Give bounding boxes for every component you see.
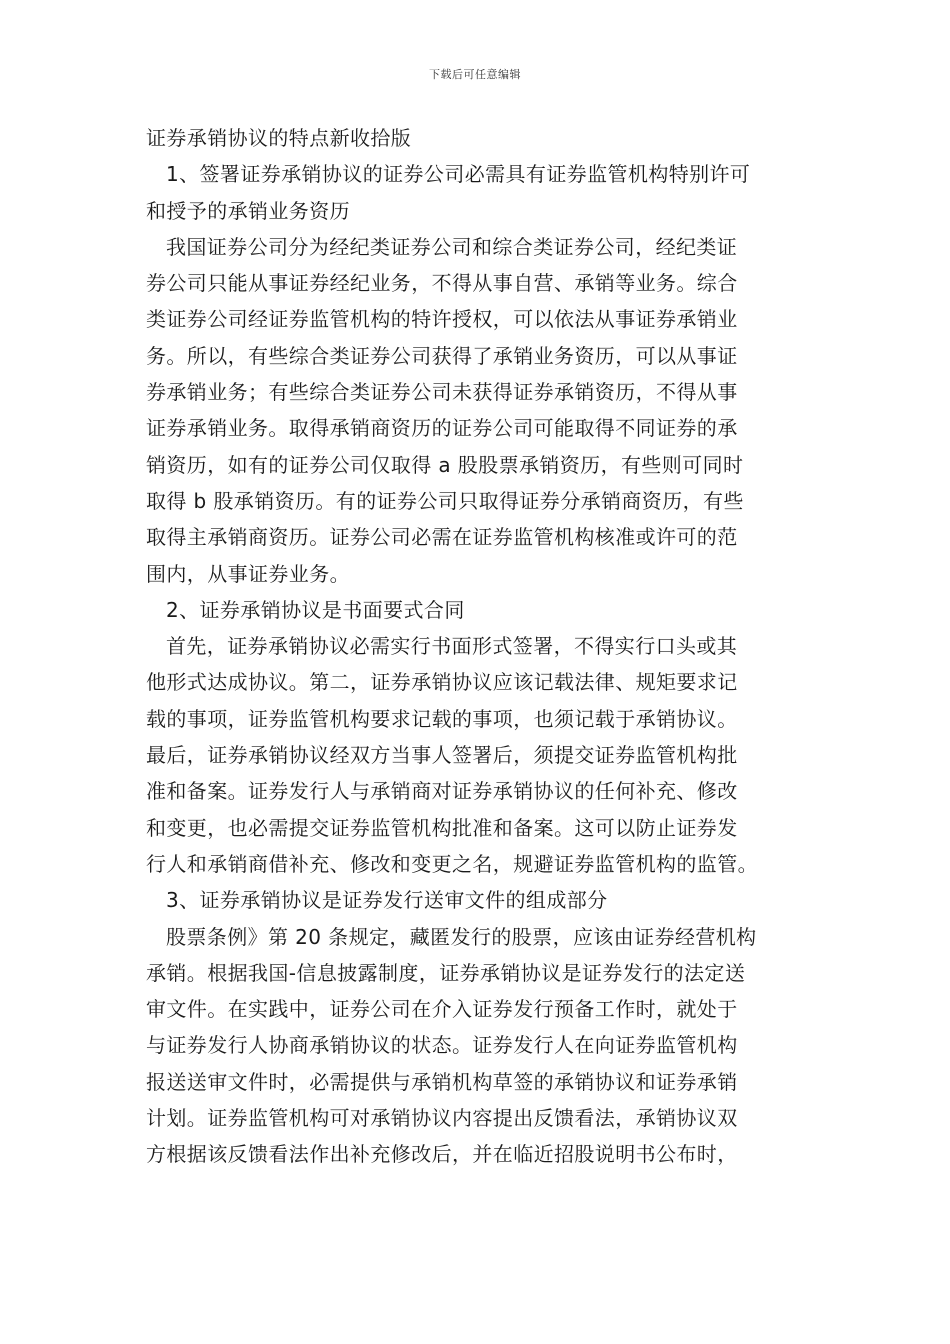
section-2: [146, 592, 806, 882]
section-1-paragraph-line: 围内，从事证券业务。: [146, 561, 350, 586]
section-1-heading-line: 1、签署证券承销协议的证券公司必需具有证券监管机构特别许可: [166, 162, 751, 187]
section-3-heading: 3、证券承销协议是证券发行送审文件的组成部分: [166, 888, 608, 913]
section-1-paragraph-line: 销资历，如有的证券公司仅取得 a 股股票承销资历，有些则可同时: [146, 452, 744, 477]
section-2-paragraph-line: 准和备案。证券发行人与承销商对证券承销协议的任何补充、修改: [146, 779, 738, 804]
section-1-paragraph-line: 券公司只能从事证券经纪业务，不得从事自营、承销等业务。综合: [146, 271, 738, 296]
section-3-paragraph-line: 计划。证券监管机构可对承销协议内容提出反馈看法，承销协议双: [146, 1106, 738, 1131]
section-2-paragraph-line: 行人和承销商借补充、修改和变更之名，规避证券监管机构的监管。: [146, 851, 758, 876]
section-1-paragraph-line: 取得主承销商资历。证券公司必需在证券监管机构核准或许可的范: [146, 525, 738, 550]
section-1-paragraph-line: 证券承销业务。取得承销商资历的证券公司可能取得不同证券的承: [146, 416, 738, 441]
section-3-paragraph-line: 与证券发行人协商承销协议的状态。证券发行人在向证券监管机构: [146, 1033, 738, 1058]
section-2-paragraph-line: 他形式达成协议。第二，证券承销协议应该记载法律、规矩要求记: [146, 670, 738, 695]
section-3-paragraph-line: 报送送审文件时，必需提供与承销机构草签的承销协议和证券承销: [146, 1069, 738, 1094]
section-1-paragraph-line: 务。所以，有些综合类证券公司获得了承销业务资历，可以从事证: [146, 343, 738, 368]
section-1-paragraph-line: 类证券公司经证券监管机构的特许授权，可以依法从事证券承销业: [146, 307, 738, 332]
section-3-paragraph-line: 审文件。在实践中，证券公司在介入证券发行预备工作时，就处于: [146, 997, 738, 1022]
section-1-paragraph-line: 券承销业务；有些综合类证券公司未获得证券承销资历，不得从事: [146, 380, 738, 405]
section-1-heading-line: 和授予的承销业务资历: [146, 198, 350, 223]
section-1-paragraph-line: 我国证券公司分为经纪类证券公司和综合类证券公司，经纪类证: [166, 234, 738, 259]
section-1-paragraph-line: 取得 b 股承销资历。有的证券公司只取得证券分承销商资历，有些: [146, 488, 744, 513]
section-3-paragraph-line: 方根据该反馈看法作出补充修改后，并在临近招股说明书公布时，: [146, 1142, 738, 1167]
section-2-paragraph-line: 载的事项，证券监管机构要求记载的事项，也须记载于承销协议。: [146, 706, 738, 731]
page-header: 下载后可任意编辑: [429, 68, 521, 81]
section-2-paragraph-line: 首先，证券承销协议必需实行书面形式签署，不得实行口头或其: [166, 634, 738, 659]
section-2-paragraph-line: 最后，证券承销协议经双方当事人签署后，须提交证券监管机构批: [146, 743, 738, 768]
section-3-paragraph-line: 股票条例》第 20 条规定，藏匿发行的股票，应该由证券经营机构: [166, 924, 757, 949]
section-2-heading: 2、证券承销协议是书面要式合同: [166, 597, 465, 622]
section-3: [146, 882, 806, 1172]
document-body: [146, 120, 806, 1173]
section-1: [146, 156, 806, 592]
section-2-paragraph-line: 和变更，也必需提交证券监管机构批准和备案。这可以防止证券发: [146, 815, 738, 840]
section-3-paragraph-line: 承销。根据我国-信息披露制度，证券承销协议是证券发行的法定送: [146, 960, 746, 985]
document-title: 证券承销协议的特点新收拾版: [146, 126, 412, 150]
